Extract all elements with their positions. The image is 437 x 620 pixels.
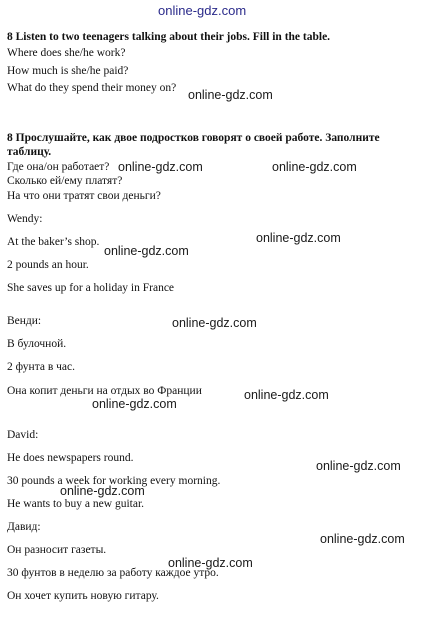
question-ru-2: Сколько ей/ему платят?: [7, 175, 123, 187]
wendy-label-en: Wendy:: [7, 213, 43, 225]
question-en-2: How much is she/he paid?: [7, 65, 129, 77]
question-en-3: What do they spend their money on?: [7, 82, 177, 94]
exercise-heading-ru-cont: таблицу.: [7, 146, 52, 158]
wendy-answer-en-2: 2 pounds an hour.: [7, 259, 89, 271]
david-label-en: David:: [7, 429, 39, 441]
watermark: online-gdz.com: [104, 244, 189, 258]
watermark: online-gdz.com: [316, 459, 401, 473]
question-ru-3: На что они тратят свои деньги?: [7, 190, 161, 202]
exercise-heading-ru: 8 Прослушайте, как двое подростков говорят о своей работе. Заполните: [7, 132, 380, 144]
watermark: online-gdz.com: [168, 556, 253, 570]
wendy-answer-ru-2: 2 фунта в час.: [7, 361, 76, 373]
watermark: online-gdz.com: [256, 231, 341, 245]
watermark: online-gdz.com: [272, 160, 357, 174]
watermark: online-gdz.com: [92, 397, 177, 411]
wendy-answer-en-1: At the baker’s shop.: [7, 236, 100, 248]
david-answer-ru-3: Он хочет купить новую гитару.: [7, 590, 159, 602]
david-answer-en-2: 30 pounds a week for working every morning.: [7, 475, 221, 487]
david-label-ru: Давид:: [7, 521, 41, 533]
watermark: online-gdz.com: [172, 316, 257, 330]
wendy-answer-ru-1: В булочной.: [7, 338, 67, 350]
exercise-heading-en: 8 Listen to two teenagers talking about their jobs. Fill in the table.: [7, 31, 331, 43]
wendy-answer-en-3: She saves up for a holiday in France: [7, 282, 175, 294]
david-answer-en-3: He wants to buy a new guitar.: [7, 498, 145, 510]
wendy-label-ru: Венди:: [7, 315, 42, 327]
watermark: online-gdz.com: [188, 88, 273, 102]
watermark-top: online-gdz.com: [158, 3, 247, 18]
watermark: online-gdz.com: [118, 160, 203, 174]
david-answer-ru-1: Он разносит газеты.: [7, 544, 107, 556]
watermark: online-gdz.com: [244, 388, 329, 402]
watermark: online-gdz.com: [60, 484, 145, 498]
david-answer-ru-2: 30 фунтов в неделю за работу каждое утро.: [7, 567, 219, 579]
question-ru-1: Где она/он работает?: [7, 161, 110, 173]
david-answer-en-1: He does newspapers round.: [7, 452, 134, 464]
watermark: online-gdz.com: [320, 532, 405, 546]
question-en-1: Where does she/he work?: [7, 47, 126, 59]
wendy-answer-ru-3: Она копит деньги на отдых во Франции: [7, 385, 202, 397]
